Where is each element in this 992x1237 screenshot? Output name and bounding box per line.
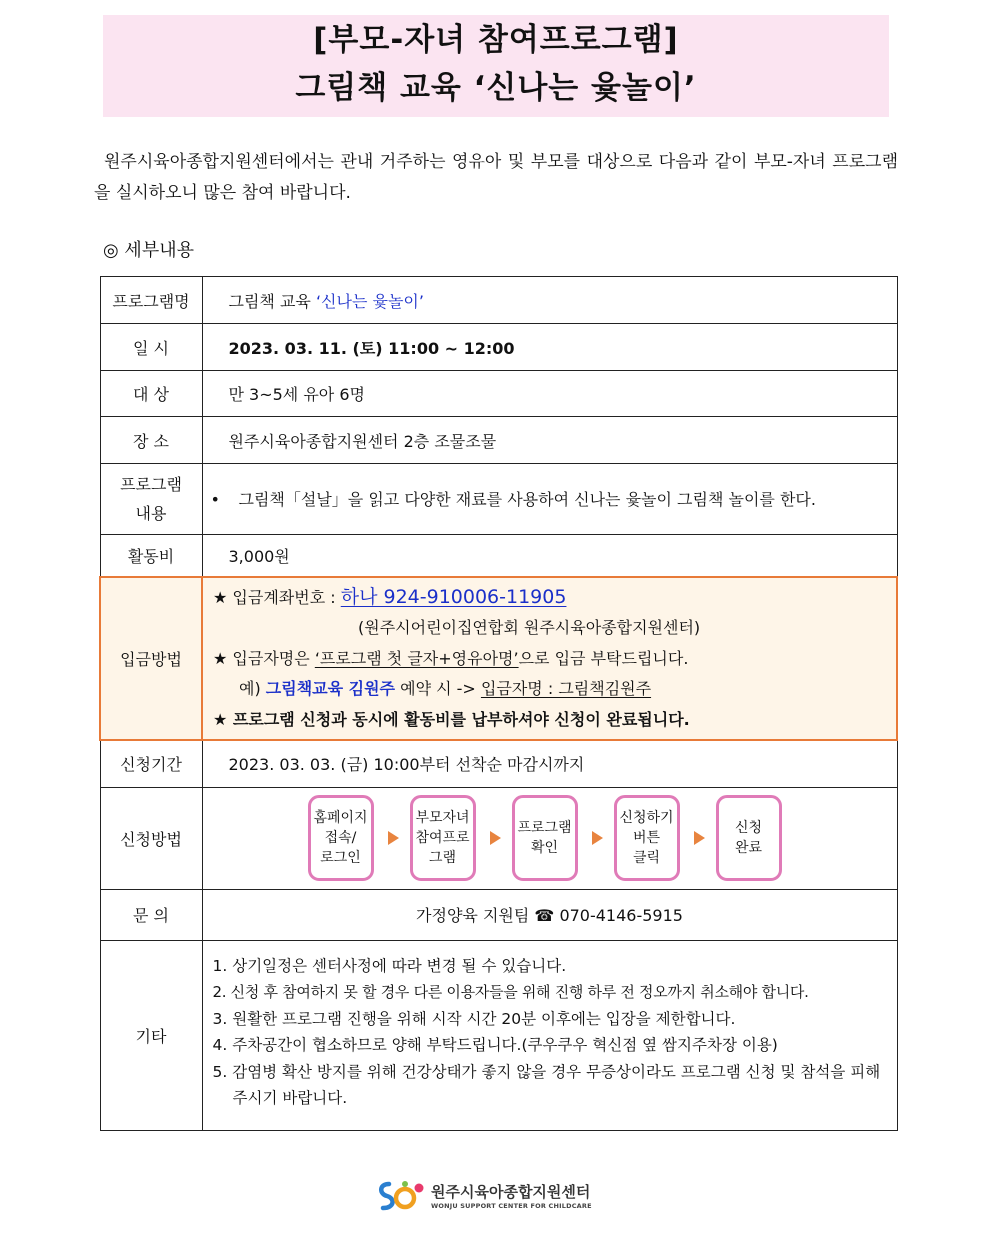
account-holder: (원주시어린이집연합회 원주시육아종합지원센터) — [358, 618, 701, 637]
footer-logo — [375, 1178, 592, 1212]
step-text: 홈페이지 — [313, 810, 368, 826]
footer-center-name: 원주시육아종합지원센터 — [431, 1182, 591, 1201]
name-prefix: ★ 입금자명은 — [213, 648, 310, 668]
payment-details — [202, 577, 897, 741]
step-check-program — [512, 795, 578, 881]
list-item: 4. 주차공간이 협소하므로 양해 부탁드립니다.(쿠우쿠우 혁신점 옆 쌈지주차장 이용) — [212, 1036, 778, 1054]
row-label: 활동비 — [100, 535, 202, 577]
arrow-right-icon — [592, 831, 603, 845]
contact-phone: 070-4146-5915 — [559, 906, 683, 925]
phone-icon: ☎ — [534, 906, 555, 925]
target-value: 만 3~5세 유아 6명 — [202, 371, 897, 417]
step-click-apply — [614, 795, 680, 881]
step-text: 로그인 — [320, 850, 361, 866]
row-label: 입금방법 — [100, 577, 202, 741]
row-label: 신청기간 — [100, 740, 202, 787]
step-text: 클릭 — [632, 850, 661, 866]
depositor-name-line — [213, 644, 888, 675]
table-row-program — [100, 277, 897, 324]
row-label: 프로그램명 — [100, 277, 202, 324]
row-label: 장 소 — [100, 417, 202, 464]
row-label: 대 상 — [100, 371, 202, 417]
step-text: 확인 — [530, 840, 559, 856]
account-line — [213, 582, 888, 614]
etc-cell — [202, 940, 897, 1130]
row-label: 문 의 — [100, 889, 202, 940]
program-name-highlight: ‘신나는 윷놀이’ — [315, 291, 424, 311]
place-value: 원주시육아종합지원센터 2층 조물조물 — [202, 417, 897, 464]
list-item: 1. 상기일정은 센터사정에 따라 변경 될 수 있습니다. — [212, 956, 567, 975]
table-row-place — [100, 417, 897, 464]
content-label-line2: 내용 — [135, 504, 167, 523]
arrow-right-icon — [388, 831, 399, 845]
step-text: 신청하기 — [619, 810, 674, 826]
content-label-line1: 프로그램 — [120, 475, 182, 494]
method-steps-cell — [202, 787, 897, 889]
row-label — [100, 464, 202, 535]
page-title-line1: [부모-자녀 참여프로그램] — [313, 22, 679, 58]
table-row-period — [100, 740, 897, 787]
bullet-icon: • — [210, 489, 220, 509]
list-item: 5. 감염병 확산 방지를 위해 건강상태가 좋지 않을 경우 무증상이라도 프로그램 신청 및 참석을 피해주시기 바랍니다. — [212, 1062, 881, 1107]
arrow-right-icon — [694, 831, 705, 845]
step-text: 부모자녀 — [415, 810, 470, 826]
contact-value — [202, 889, 897, 940]
content-value: 그림책「설날」을 읽고 다양한 재료를 사용하여 신나는 윷놀이 그림책 놀이를 한다. — [238, 489, 816, 509]
account-number: 하나 924-910006-11905 — [340, 585, 567, 608]
step-homepage-login — [308, 795, 374, 881]
table-row-date — [100, 324, 897, 371]
date-value: 2023. 03. 11. (토) 11:00 ~ 12:00 — [202, 324, 897, 371]
fee-value: 3,000원 — [202, 535, 897, 577]
row-label: 일 시 — [100, 324, 202, 371]
step-text: 참여프로 — [415, 830, 470, 846]
table-row-content — [100, 464, 897, 535]
table-row-payment — [100, 577, 897, 741]
table-row-etc — [100, 940, 897, 1130]
step-text: 완료 — [734, 840, 763, 856]
step-complete — [716, 795, 782, 881]
footer-text — [431, 1181, 592, 1210]
section-title: ◎ 세부내용 — [103, 240, 194, 261]
payment-notice: ★ 프로그램 신청과 동시에 활동비를 납부하셔야 신청이 완료됩니다. — [213, 709, 690, 729]
contact-team: 가정양육 지원팀 — [416, 906, 530, 925]
arrow-right-icon — [490, 831, 501, 845]
example-prefix: 예) — [239, 679, 261, 698]
content-bullet-item — [211, 485, 879, 514]
account-prefix: ★ 입금계좌번호 : — [213, 587, 336, 607]
footer-english-name: WONJU SUPPORT CENTER FOR CHILDCARE — [431, 1201, 592, 1210]
program-name-prefix: 그림책 교육 — [228, 291, 311, 311]
table-row-fee — [100, 535, 897, 577]
name-suffix: 으로 입금 부탁드립니다. — [518, 648, 689, 668]
details-table — [99, 276, 898, 1131]
table-row-contact — [100, 889, 897, 940]
table-row-method — [100, 787, 897, 889]
step-parent-child-program — [410, 795, 476, 881]
page-title-line2: 그림책 교육 ‘신나는 윷놀이’ — [295, 70, 697, 106]
etc-list — [205, 953, 889, 1112]
example-result: 입금자명 : 그림책김원주 — [480, 679, 652, 698]
title-banner — [103, 15, 889, 117]
step-text: 버튼 — [632, 830, 661, 846]
list-item: 2. 신청 후 참여하지 못 할 경우 다른 이용자들을 위해 진행 하루 전 정오까지 취소해야 합니다. — [212, 983, 809, 1001]
row-value — [202, 277, 897, 324]
center-logo-icon — [375, 1178, 427, 1212]
period-value: 2023. 03. 03. (금) 10:00부터 선착순 마감시까지 — [202, 740, 897, 787]
example-name: 그림책교육 김원주 — [265, 679, 396, 698]
table-row-target — [100, 371, 897, 417]
name-rule: ‘프로그램 첫 글자+영유아명’ — [314, 648, 519, 668]
step-text: 프로그램 — [517, 820, 572, 836]
row-label: 신청방법 — [100, 787, 202, 889]
step-text: 접속/ — [324, 830, 357, 846]
step-text: 그램 — [428, 850, 457, 866]
example-line — [213, 674, 888, 705]
intro-paragraph: 원주시육아종합지원센터에서는 관내 거주하는 영유아 및 부모를 대상으로 다음과 같이 부모-자녀 프로그램을 실시하오니 많은 참여 바랍니다. — [94, 152, 898, 203]
step-text: 신청 — [734, 820, 763, 836]
example-mid: 예약 시 -> — [400, 679, 476, 698]
row-label: 기타 — [100, 940, 202, 1130]
application-steps — [193, 795, 897, 881]
list-item: 3. 원활한 프로그램 진행을 위해 시작 시간 20분 이후에는 입장을 제한합니다. — [212, 1009, 736, 1028]
row-value — [202, 464, 897, 535]
